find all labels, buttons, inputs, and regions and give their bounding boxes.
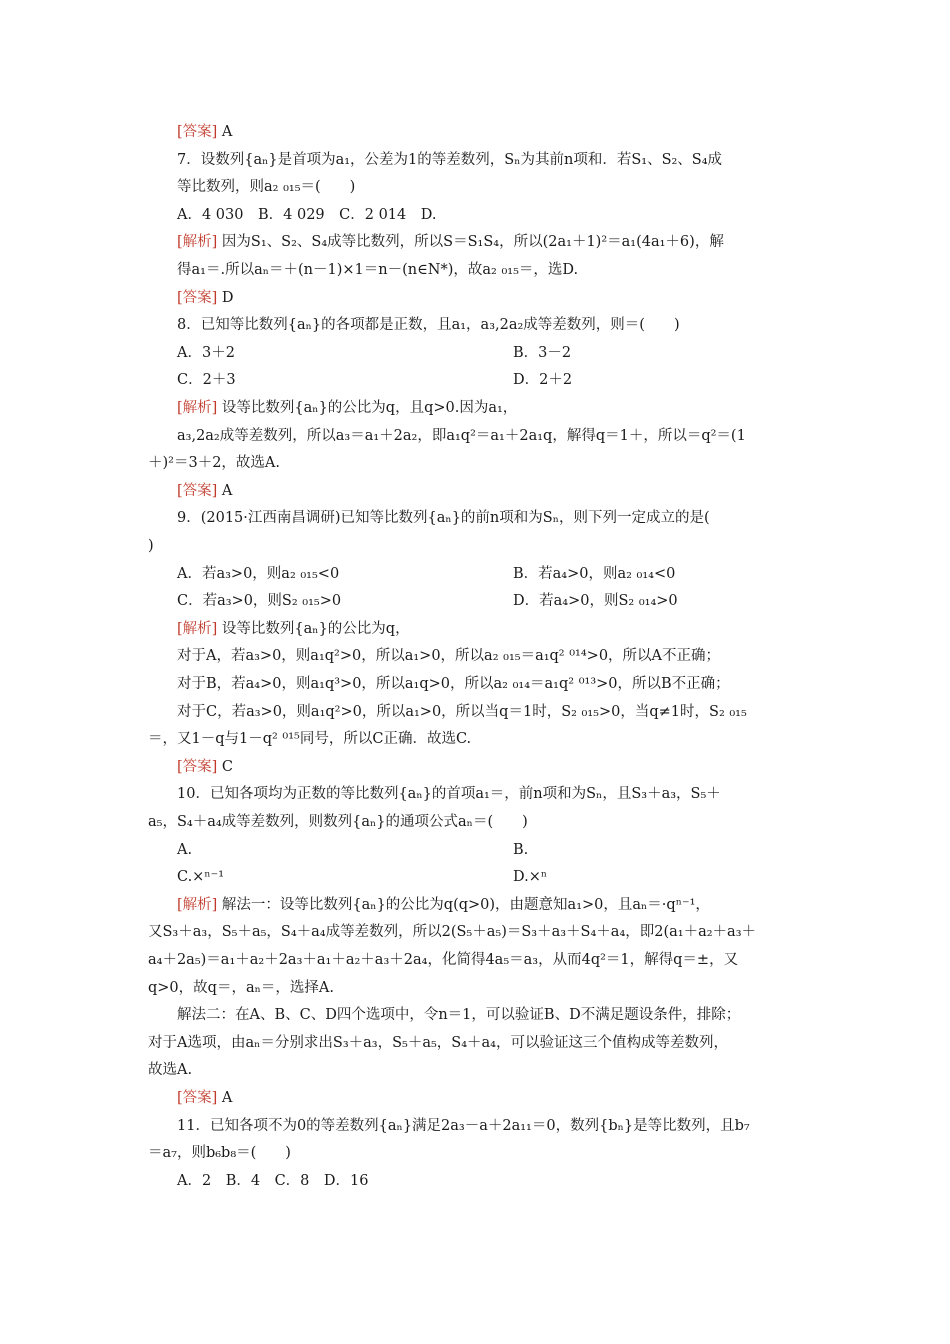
text-line xyxy=(177,260,578,280)
text-line xyxy=(148,1060,192,1080)
line-text: A．4 030 B．4 029 C．2 014 D. xyxy=(177,207,437,223)
line-text: D xyxy=(217,290,234,306)
section-tag: [答案] xyxy=(177,483,218,499)
text-line xyxy=(177,343,235,363)
text-line xyxy=(177,564,339,584)
line-text: 对于C，若a₃>0，则a₁q²>0，所以a₁>0，所以当q＝1时，S₂ ₀₁₅>0，当q≠1时，S₂ ₀₁₅ xyxy=(177,704,747,720)
line-text: 9．(2015·江西南昌调研)已知等比数列{aₙ}的前n项和为Sₙ，则下列一定成立的是( xyxy=(177,510,710,526)
text-line xyxy=(177,398,517,418)
line-text: 故选A. xyxy=(148,1062,193,1078)
line-text: 设等比数列{aₙ}的公比为q，且q>0.因为a₁， xyxy=(217,400,518,416)
option-right: D．若a₄>0，则S₂ ₀₁₄>0 xyxy=(513,593,678,609)
line-text: A．3＋2 xyxy=(177,345,235,361)
line-text: A．若a₃>0，则a₂ ₀₁₅<0 xyxy=(177,566,340,582)
text-line xyxy=(177,122,232,142)
text-line xyxy=(148,536,154,556)
line-text: C xyxy=(217,759,234,775)
text-line xyxy=(177,370,236,390)
text-line xyxy=(177,288,234,308)
line-text: a₃,2a₂成等差数列，所以a₃＝a₁＋2a₂，即a₁q²＝a₁＋2a₁q，解得q＝1＋，所以＝q²＝(1 xyxy=(177,428,746,444)
text-line xyxy=(177,232,724,252)
option-right: D．2＋2 xyxy=(513,372,573,388)
section-tag: [解析] xyxy=(177,234,218,250)
text-line xyxy=(177,1088,232,1108)
line-text: 7．设数列{aₙ}是首项为a₁，公差为1的等差数列，Sₙ为其前n项和．若S₁、S₂、S₄成 xyxy=(177,152,723,168)
section-tag: [答案] xyxy=(177,124,218,140)
line-text: 8．已知等比数列{aₙ}的各项都是正数，且a₁，a₃,2a₂成等差数列，则＝( ) xyxy=(177,317,680,333)
text-line xyxy=(177,619,410,639)
line-text: 解法一：设等比数列{aₙ}的公比为q(q>0)，由题意知a₁>0，且aₙ＝·qⁿ⁻¹， xyxy=(217,897,710,913)
text-line xyxy=(148,729,471,749)
line-text: 等比数列，则a₂ ₀₁₅＝( ) xyxy=(177,179,356,195)
text-line xyxy=(177,867,224,887)
text-line xyxy=(148,453,280,473)
text-line xyxy=(177,508,710,528)
text-line xyxy=(177,1171,368,1191)
text-line xyxy=(177,1116,750,1136)
text-line xyxy=(148,812,528,832)
option-right: D.×ⁿ xyxy=(513,869,548,885)
text-line xyxy=(148,1143,291,1163)
text-line xyxy=(177,674,730,694)
text-line xyxy=(177,757,233,777)
line-text: A. xyxy=(177,842,193,858)
text-line xyxy=(177,646,720,666)
line-text: A xyxy=(217,1090,233,1106)
line-text: ＝，又1－q与1－q² ⁰¹⁵同号，所以C正确．故选C. xyxy=(148,731,472,747)
line-text: ＋)²＝3＋2，故选A. xyxy=(148,455,281,471)
line-text: a₅，S₄＋a₄成等差数列，则数列{aₙ}的通项公式aₙ＝( ) xyxy=(148,814,528,830)
line-text: 对于A选项，由aₙ＝分别求出S₃＋a₃，S₅＋a₅，S₄＋a₄，可以验证这三个值构成等差数列， xyxy=(148,1035,728,1051)
text-line xyxy=(177,177,355,197)
text-line xyxy=(177,205,436,225)
text-line xyxy=(148,922,756,942)
option-right: B. xyxy=(513,842,529,858)
line-text: 10．已知各项均为正数的等比数列{aₙ}的首项a₁＝，前n项和为Sₙ，且S₃＋a₃，S₅＋ xyxy=(177,786,721,802)
line-text: 11．已知各项不为0的等差数列{aₙ}满足2a₃－a＋2a₁₁＝0，数列{bₙ}是等比数列，且b₇ xyxy=(177,1118,750,1134)
section-tag: [解析] xyxy=(177,400,218,416)
text-line xyxy=(177,784,721,804)
line-text: ＝a₇，则b₆b₈＝( ) xyxy=(148,1145,291,1161)
line-text: C.×ⁿ⁻¹ xyxy=(177,869,225,885)
line-text: 解法二：在A、B、C、D四个选项中，令n＝1，可以验证B、D不满足题设条件，排除； xyxy=(177,1007,741,1023)
text-line xyxy=(177,150,722,170)
section-tag: [答案] xyxy=(177,290,218,306)
line-text: C．2＋3 xyxy=(177,372,236,388)
text-line xyxy=(177,702,747,722)
text-line xyxy=(177,1005,740,1025)
line-text: 设等比数列{aₙ}的公比为q， xyxy=(217,621,410,637)
line-text: 又S₃＋a₃，S₅＋a₅，S₄＋a₄成等差数列，所以2(S₅＋a₅)＝S₃＋a₃＋S₄＋a₄，即2(a₁＋a₂＋a₃＋ xyxy=(148,924,757,940)
line-text: A xyxy=(217,483,233,499)
line-text: A xyxy=(217,124,233,140)
line-text: 对于A，若a₃>0，则a₁q²>0，所以a₁>0，所以a₂ ₀₁₅＝a₁q² ⁰¹⁴>0，所以A不正确； xyxy=(177,648,721,664)
line-text: ) xyxy=(148,538,154,554)
text-line xyxy=(177,315,680,335)
text-line xyxy=(177,481,232,501)
line-text: 因为S₁、S₂、S₄成等比数列，所以S＝S₁S₄，所以(2a₁＋1)²＝a₁(4a₁＋6)，解 xyxy=(217,234,724,250)
line-text: 对于B，若a₄>0，则a₁q³>0，所以a₁q>0，所以a₂ ₀₁₄＝a₁q² ⁰¹³>0，所以B不正确； xyxy=(177,676,730,692)
line-text: a₄＋2a₅)＝a₁＋a₂＋2a₃＋a₁＋a₂＋a₃＋2a₄，化简得4a₅＝a₃，从而4q²＝1，解得q＝±，又 xyxy=(148,952,739,968)
section-tag: [解析] xyxy=(177,621,218,637)
section-tag: [答案] xyxy=(177,759,218,775)
text-line xyxy=(148,1033,728,1053)
text-line xyxy=(177,840,192,860)
text-line xyxy=(177,426,746,446)
line-text: q>0，故q＝，aₙ＝，选择A. xyxy=(148,980,334,996)
option-right: B．3－2 xyxy=(513,345,572,361)
line-text: A．2 B．4 C．8 D．16 xyxy=(177,1173,369,1189)
section-tag: [答案] xyxy=(177,1090,218,1106)
option-right: B．若a₄>0，则a₂ ₀₁₄<0 xyxy=(513,566,676,582)
section-tag: [解析] xyxy=(177,897,218,913)
text-line xyxy=(177,591,341,611)
text-line xyxy=(148,950,738,970)
line-text: 得a₁＝.所以aₙ＝＋(n－1)×1＝n－(n∈N*)，故a₂ ₀₁₅＝，选D. xyxy=(177,262,579,278)
line-text: C．若a₃>0，则S₂ ₀₁₅>0 xyxy=(177,593,342,609)
text-line xyxy=(177,895,710,915)
text-line xyxy=(148,978,334,998)
